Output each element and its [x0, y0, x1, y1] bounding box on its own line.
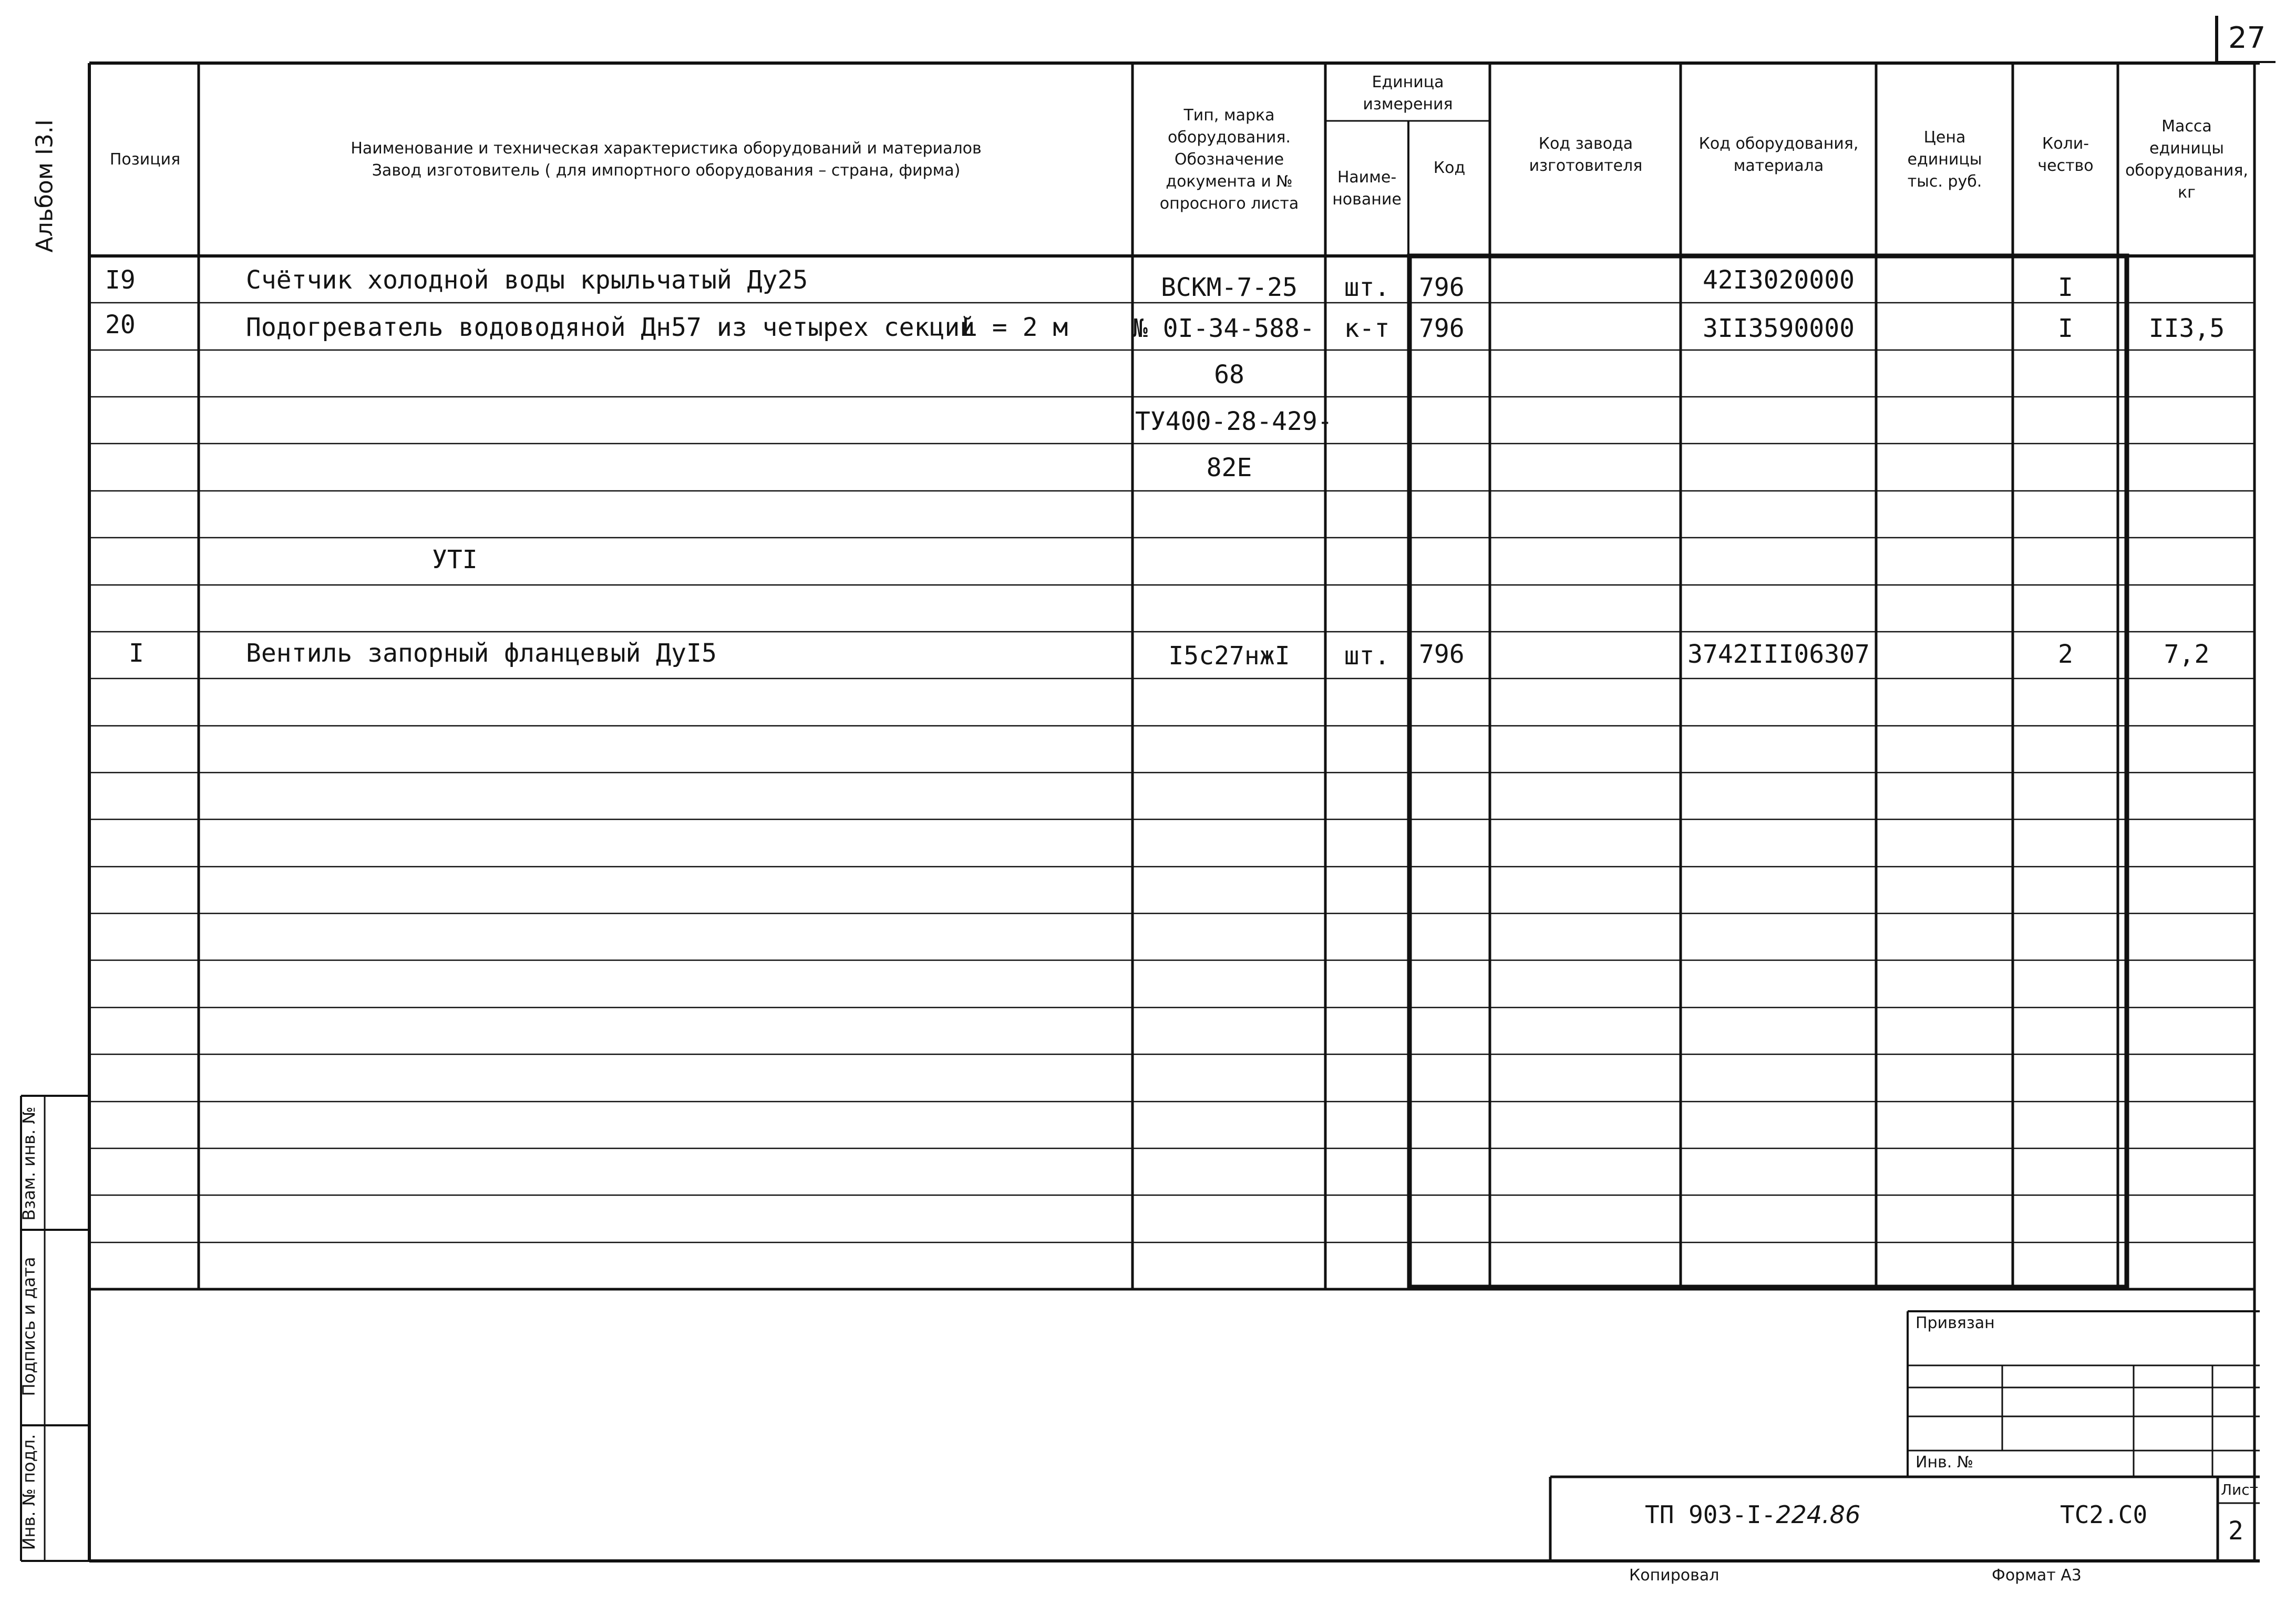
- page-number: 27: [2228, 21, 2266, 55]
- header-unit-code: Код: [1433, 159, 1466, 177]
- row-position: I9: [105, 265, 136, 295]
- header-unit-name: Наиме- нование: [1332, 168, 1402, 209]
- row-type: 82Е: [1206, 453, 1252, 482]
- row-position: I: [129, 639, 144, 668]
- header-quantity: Коли- чество: [2037, 135, 2094, 175]
- footer-copied: Копировал: [1629, 1566, 1720, 1585]
- row-type: ТУ400-28-429-: [1135, 407, 1333, 436]
- doc-number-suffix: 224.86: [1776, 1500, 1861, 1529]
- header-equipment-code: Код оборудования, материала: [1698, 135, 1859, 175]
- row-code: 796: [1419, 273, 1465, 302]
- row-code: 796: [1419, 640, 1465, 669]
- row-type: I5с27нжI: [1168, 641, 1290, 671]
- row-equipment-code: 3II3590000: [1703, 314, 1855, 343]
- row-name: УТI: [432, 545, 478, 574]
- header-unit-group: Единица измерения: [1363, 73, 1453, 114]
- stamp-vzam-inv: Взам. инв. №: [19, 1106, 39, 1221]
- row-unit: шт.: [1344, 641, 1390, 671]
- row-name: Счётчик холодной воды крыльчатый Ду25: [246, 265, 808, 295]
- row-name: Вентиль запорный фланцевый ДуI5: [246, 639, 717, 668]
- header-name-line2: Завод изготовитель ( для импортного оборудования – страна, фирма): [372, 161, 961, 180]
- footer-format: Формат А3: [1992, 1566, 2082, 1585]
- header-factory-code: Код завода изготовителя: [1529, 135, 1643, 175]
- header-name: [202, 66, 1130, 254]
- row-quantity: I: [2058, 273, 2073, 302]
- header-position: Позиция: [109, 150, 181, 169]
- privyazan-label: Привязан: [1916, 1314, 1995, 1332]
- row-unit: шт.: [1344, 273, 1390, 302]
- album-label: Альбом I3.I: [31, 119, 58, 253]
- row-quantity: 2: [2058, 640, 2073, 669]
- sheet-label: Лист: [2221, 1481, 2258, 1498]
- row-mass: II3,5: [2148, 314, 2225, 343]
- stamp-inv-podl: Инв. № подл.: [19, 1434, 39, 1550]
- doc-number-prefix: ТП 903-I-: [1645, 1500, 1776, 1529]
- inv-no-label: Инв. №: [1916, 1453, 1974, 1472]
- stamp-podpis-data: Подпись и дата: [19, 1257, 39, 1396]
- header-type: Тип, марка оборудования. Обозначение документа и № опросного листа: [1159, 106, 1299, 213]
- row-code: 796: [1419, 314, 1465, 343]
- header-price: Цена единицы тыс. руб.: [1907, 128, 1982, 191]
- row-equipment-code: 3742III06307: [1687, 640, 1870, 669]
- sheet-number: 2: [2228, 1516, 2243, 1546]
- row-name-extra: L = 2 м: [962, 313, 1068, 342]
- row-type: № 0I-34-588-: [1132, 314, 1315, 343]
- row-type: 68: [1214, 360, 1244, 389]
- row-quantity: I: [2058, 314, 2073, 343]
- row-name: Подогреватель водоводяной Дн57 из четырех секций: [246, 313, 975, 342]
- row-equipment-code: 42I3020000: [1703, 265, 1855, 295]
- row-position: 20: [105, 310, 136, 340]
- header-mass: Масса единицы оборудования, кг: [2125, 117, 2248, 202]
- row-mass: 7,2: [2164, 640, 2210, 669]
- row-unit: к-т: [1344, 314, 1390, 343]
- doc-number: [1645, 1500, 1860, 1529]
- header-name-line1: Наименование и техническая характеристика оборудований и материалов: [351, 139, 982, 158]
- row-type: ВСКМ-7-25: [1160, 273, 1298, 302]
- doc-code: ТС2.С0: [2060, 1500, 2148, 1529]
